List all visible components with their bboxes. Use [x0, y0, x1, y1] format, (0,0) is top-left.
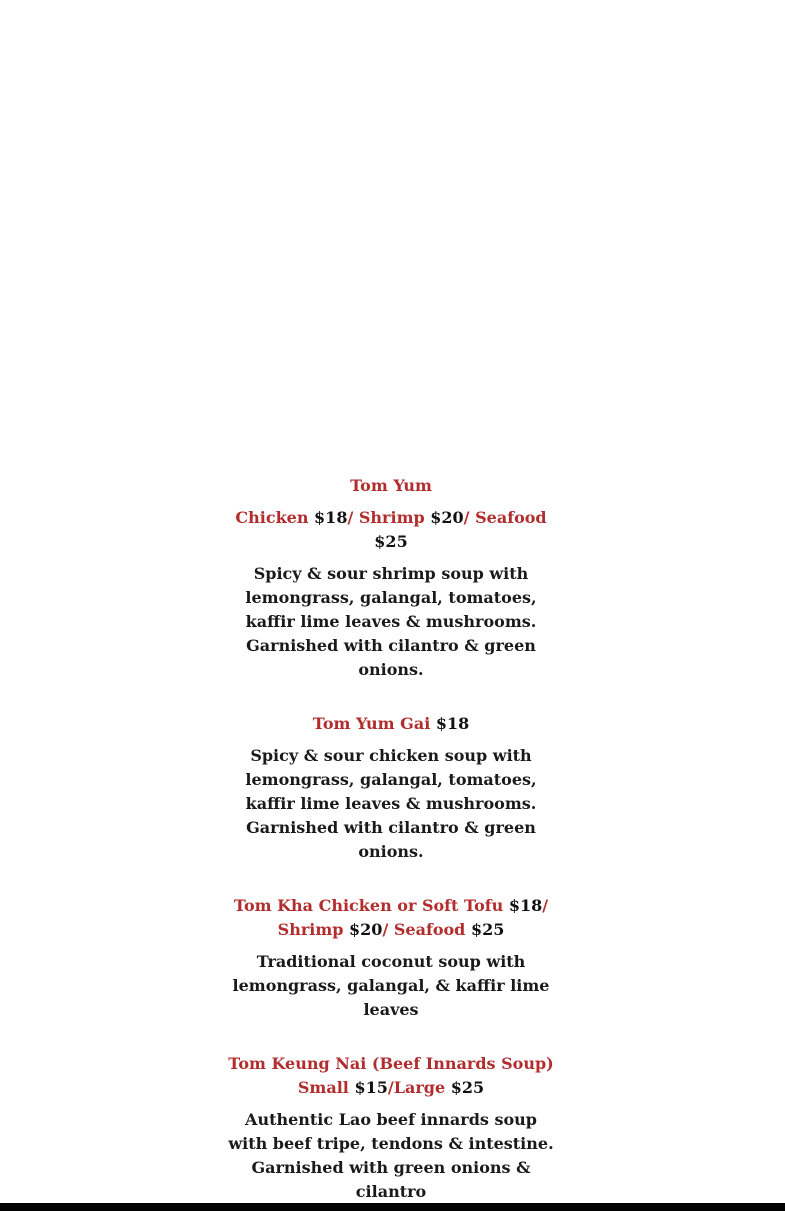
price-value: $20 [349, 920, 383, 939]
price-label: Small [297, 1078, 349, 1097]
price-value: $18 [435, 714, 470, 733]
footer-bar [0, 1203, 785, 1211]
menu-item-description: Authentic Lao beef innards soup with beef tripe, tendons & intestine. Garnished with green onions & cilantro [228, 1110, 554, 1201]
price-label: / Shrimp [277, 896, 549, 939]
price-label: Chicken [235, 508, 309, 527]
menu-item-description: Spicy & sour shrimp soup with lemongrass, galangal, tomatoes, kaffir lime leaves & mushrooms. Garnished with cilantro & green onions. [245, 564, 537, 679]
price-value: $25 [450, 1078, 485, 1097]
price-value: $25 [374, 532, 408, 551]
menu-item-title [226, 894, 556, 942]
menu-item-title: Tom Keung Nai (Beef Innards Soup) [228, 1054, 554, 1073]
menu-item-tom-keung-nai [226, 1052, 556, 1204]
menu-item-prices [226, 1076, 556, 1100]
price-label: / Shrimp [347, 508, 425, 527]
menu-item-description: Spicy & sour chicken soup with lemongrass, galangal, tomatoes, kaffir lime leaves & mushrooms. Garnished with cilantro & green onions. [245, 746, 537, 861]
menu-item-prices [226, 506, 556, 554]
price-value: $20 [430, 508, 464, 527]
price-value: $15 [354, 1078, 388, 1097]
price-label: / Seafood [382, 920, 466, 939]
price-value: $18 [314, 508, 348, 527]
menu-item-tom-yum [226, 474, 556, 682]
price-value: $18 [508, 896, 543, 915]
menu-item-name: Tom Yum Gai [312, 714, 431, 733]
menu-item-description: Traditional coconut soup with lemongrass, galangal, & kaffir lime leaves [232, 952, 550, 1019]
menu-item-title: Tom Yum [350, 476, 432, 495]
soup-menu-section [226, 474, 556, 1204]
menu-item-title [226, 712, 556, 736]
price-label: /Large [387, 1078, 446, 1097]
menu-item-name: Tom Kha Chicken or Soft Tofu [233, 896, 504, 915]
menu-item-tom-kha [226, 894, 556, 1022]
price-label: / Seafood [463, 508, 547, 527]
price-value: $25 [470, 920, 505, 939]
menu-item-tom-yum-gai [226, 712, 556, 864]
